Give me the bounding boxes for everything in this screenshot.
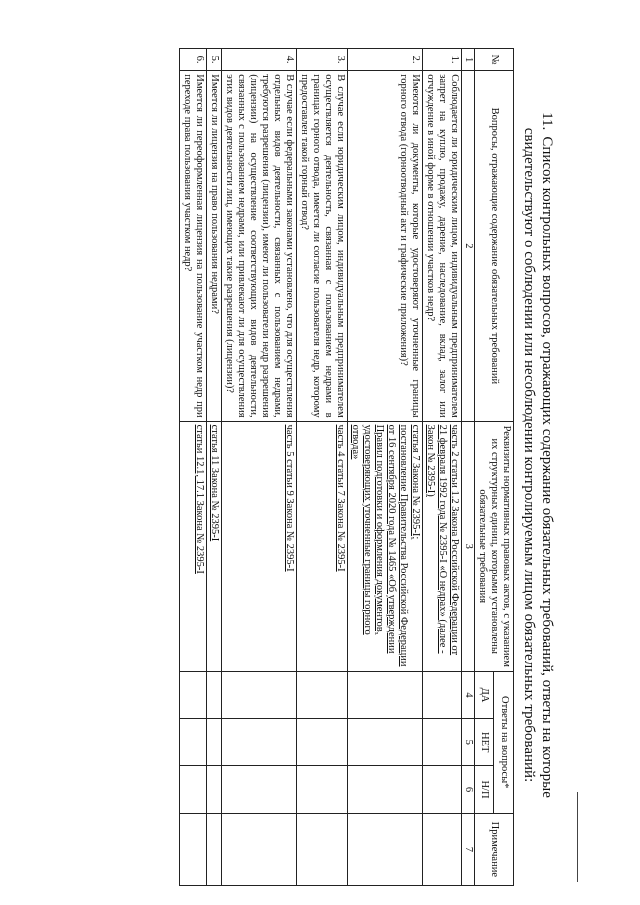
reference-cell (297, 421, 348, 671)
column-index: 4 (462, 671, 475, 718)
column-index: 7 (462, 813, 475, 885)
answer-no-cell[interactable] (423, 719, 462, 766)
row-number: 6. (180, 49, 207, 71)
header-num: № (475, 49, 514, 71)
answer-na-cell[interactable] (348, 766, 423, 813)
reference-cell (348, 421, 423, 671)
answer-yes-cell[interactable] (423, 671, 462, 718)
answer-yes-cell[interactable] (348, 671, 423, 718)
column-index: 2 (462, 71, 475, 421)
table-row (207, 49, 222, 886)
column-index: 5 (462, 719, 475, 766)
reference-link[interactable]: часть 2 статьи 1.2 Закона Российской Федерации от 21 февраля 1992 года № 2395-I «О недрах» (далее - Закон № 2395-I) (425, 424, 460, 656)
column-index: 3 (462, 421, 475, 671)
answer-no-cell[interactable] (348, 719, 423, 766)
section-number: 11. (539, 112, 555, 131)
reference-cell (222, 421, 297, 671)
answer-yes-cell[interactable] (180, 671, 207, 718)
column-index: 6 (462, 766, 475, 813)
answer-no-cell[interactable] (222, 719, 297, 766)
reference-link[interactable]: постановление Правительства Российской Федерации от 16 сентября 2020 года № 1465 «Об утверждении Правил подготовки и оформления документов, удостоверяющих уточненные границы горного отвода» (350, 424, 409, 667)
header-note: Примечание (475, 813, 514, 885)
reference-cell (180, 421, 207, 671)
reference-link[interactable]: статьи 12.1, 17.1 Закона № 2395-I (194, 424, 205, 574)
note-cell[interactable] (207, 813, 222, 885)
table-row (348, 49, 423, 886)
column-index: 1 (462, 49, 475, 71)
note-cell[interactable] (222, 813, 297, 885)
answer-na-cell[interactable] (297, 766, 348, 813)
header-question: Вопросы, отражающие содержание обязательных требований (475, 71, 514, 421)
question-cell: В случае если федеральными законами установлено, что для осуществления отдельных видов деятельности, связанных с пользованием недрами, требуются разрешения (лицензии), имеют ли пользователи недр разрешения (лицензии) на осуществление соответствующих видов деятельности, связанных с пользованием недрами, или привлекают ли для осуществления этих видов деятельности лиц, имеющих такие разрешения (лицензии)? (222, 71, 297, 421)
table-row (180, 49, 207, 886)
question-cell: Имеется ли лицензия на право пользования недрами? (207, 71, 222, 421)
reference-link[interactable]: статья 7 Закона № 2395-I; (410, 424, 421, 540)
note-cell[interactable] (180, 813, 207, 885)
answer-na-cell[interactable] (222, 766, 297, 813)
reference-cell (423, 421, 462, 671)
section-heading (520, 60, 556, 850)
row-number: 4. (222, 49, 297, 71)
reference-link[interactable]: часть 5 статьи 9 Закона № 2395-I (284, 424, 295, 572)
answer-no-cell[interactable] (180, 719, 207, 766)
row-number: 1. (423, 49, 462, 71)
answer-yes-cell[interactable] (297, 671, 348, 718)
answer-yes-cell[interactable] (222, 671, 297, 718)
table-row (222, 49, 297, 886)
table-row (297, 49, 348, 886)
answer-yes-cell[interactable] (207, 671, 222, 718)
answer-na-cell[interactable] (180, 766, 207, 813)
header-row (494, 49, 514, 886)
table-row (423, 49, 462, 886)
reference-link[interactable]: статья 11 Закона № 2395-I (209, 424, 220, 542)
question-cell: Имеются ли документы, которые удостоверяют уточненные границы горного отвода (горноотводный акт и графические приложения)? (348, 71, 423, 421)
row-number: 5. (207, 49, 222, 71)
reference-link[interactable]: часть 4 статьи 7 Закона № 2395-I (335, 424, 346, 572)
answer-na-cell[interactable] (207, 766, 222, 813)
note-cell[interactable] (297, 813, 348, 885)
answer-na-cell[interactable] (423, 766, 462, 813)
answer-no-cell[interactable] (297, 719, 348, 766)
row-number: 3. (297, 49, 348, 71)
top-rule (577, 792, 578, 882)
header-na: Н/П (475, 766, 495, 813)
section-title: Список контрольных вопросов, отражающих содержание обязательных требований, ответы на которые свидетельствуют о соблюдении или несоблюдении контролируемым лицом обязательных требований: (521, 127, 555, 798)
column-index-row (462, 49, 475, 886)
question-cell: Имеется ли переоформленная лицензия на пользование участком недр при переходе права пользования участком недр? (180, 71, 207, 421)
note-cell[interactable] (348, 813, 423, 885)
header-answers: Ответы на вопросы* (494, 671, 514, 813)
question-cell: В случае если юридическим лицом, индивидуальным предпринимателем осуществляется деятельность, связанная с пользованием недрами в границах горного отвода, имеется ли согласие пользователя недр, которому предоставлен такой горный отвод? (297, 71, 348, 421)
note-cell[interactable] (423, 813, 462, 885)
header-yes: ДА (475, 671, 495, 718)
header-reference: Реквизиты нормативных правовых актов, с указанием их структурных единиц, которыми установлены обязательные требования (475, 421, 514, 671)
question-cell: Соблюдается ли юридическим лицом, индивидуальным предпринимателем запрет на куплю, продажу, дарение, наследование, вклад, залог или отчуждение в иной форме в отношении участков недр? (423, 71, 462, 421)
answer-no-cell[interactable] (207, 719, 222, 766)
table-body (180, 49, 475, 886)
header-no: НЕТ (475, 719, 495, 766)
reference-cell (207, 421, 222, 671)
checklist-table (179, 48, 514, 886)
row-number: 2. (348, 49, 423, 71)
